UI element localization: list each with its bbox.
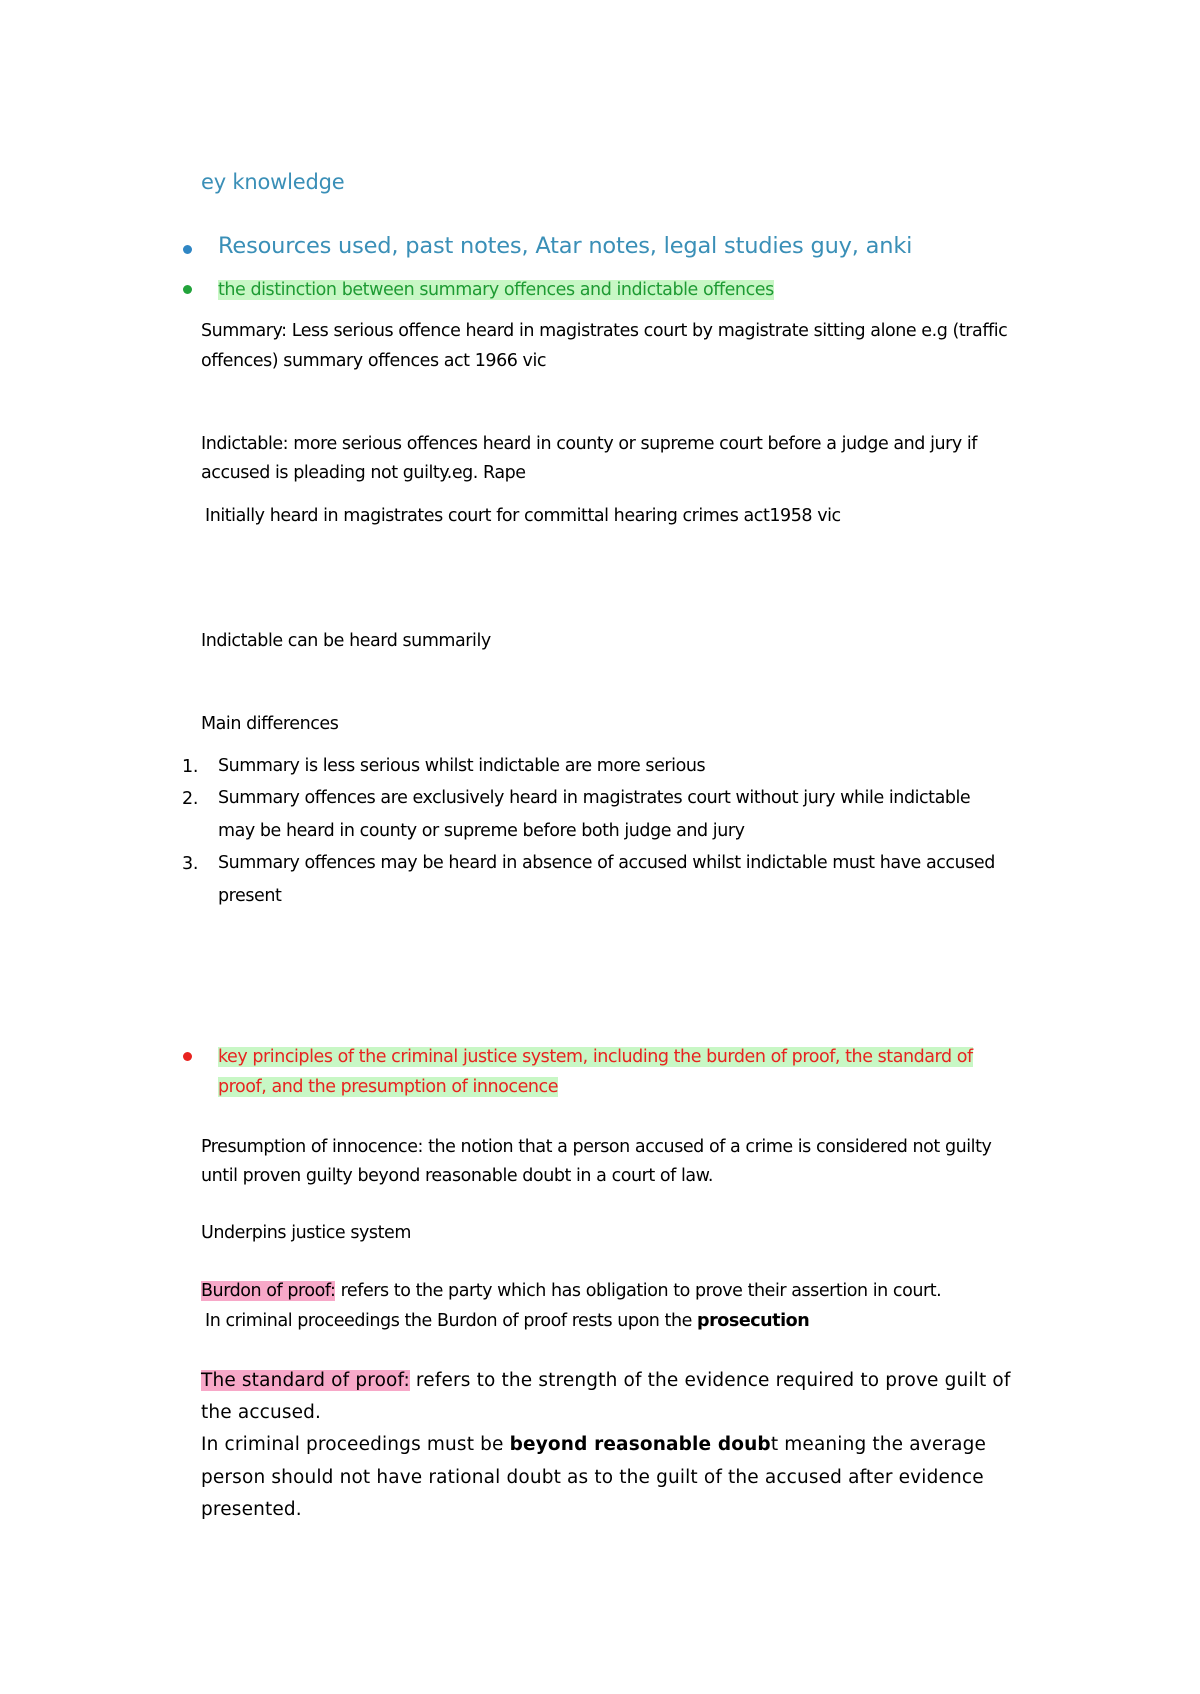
indictable-line-1: Indictable: more serious offences heard in county or supreme court before a judge and jury if [201, 434, 978, 454]
burden-definition: refers to the party which has obligation to prove their assertion in court. [335, 1281, 942, 1301]
principles-bullet-line-1 [218, 1042, 973, 1072]
underpins-text: Underpins justice system [201, 1223, 411, 1243]
distinction-bullet [218, 275, 774, 305]
difference-item-2-line-1: Summary offences are exclusively heard in magistrates court without jury while indictable [218, 788, 971, 808]
difference-item-3-line-2: present [218, 886, 282, 906]
burden-label: Burdon of proof: [201, 1281, 336, 1301]
indictable-line-2: accused is pleading not guilty.eg. Rape [201, 463, 526, 483]
main-differences-title: Main differences [201, 714, 339, 734]
bullet-dot-green-icon [183, 285, 192, 294]
standard-line-4: person should not have rational doubt as to the guilt of the accused after evidence [201, 1467, 984, 1488]
burden-line-1 [201, 1276, 941, 1306]
principles-bullet-text-1: key principles of the criminal justice system, including the burden of proof, the standard of [218, 1047, 973, 1067]
difference-item-1: Summary is less serious whilst indictable are more serious [218, 756, 706, 776]
difference-item-2-line-2: may be heard in county or supreme before both judge and jury [218, 821, 745, 841]
list-number: 1. [182, 757, 199, 777]
standard-line-3-suffix: t meaning the average [770, 1434, 987, 1455]
standard-label: The standard of proof: [201, 1370, 410, 1391]
burden-prosecution: prosecution [697, 1311, 810, 1331]
standard-line-1 [201, 1365, 1011, 1397]
page-heading: ey knowledge [201, 170, 345, 194]
bullet-dot-blue-icon [183, 245, 192, 254]
standard-line-3-prefix: In criminal proceedings must be [201, 1434, 510, 1455]
burden-line-2 [205, 1306, 809, 1336]
difference-item-3-line-1: Summary offences may be heard in absence of accused whilst indictable must have accused [218, 853, 995, 873]
distinction-bullet-text: the distinction between summary offences and indictable offences [218, 280, 774, 300]
presumption-line-1: Presumption of innocence: the notion that a person accused of a crime is considered not guilty [201, 1137, 992, 1157]
indictable-line-3: Initially heard in magistrates court for committal hearing crimes act1958 vic [205, 506, 841, 526]
principles-bullet-text-2: proof, and the presumption of innocence [218, 1077, 559, 1097]
list-number: 2. [182, 789, 199, 809]
presumption-line-2: until proven guilty beyond reasonable doubt in a court of law. [201, 1166, 714, 1186]
burden-line-2-prefix: In criminal proceedings the Burdon of proof rests upon the [205, 1311, 698, 1331]
bullet-dot-red-icon [183, 1052, 192, 1061]
standard-beyond-reasonable-doubt: beyond reasonable doub [509, 1434, 771, 1455]
summary-line-2: offences) summary offences act 1966 vic [201, 351, 547, 371]
summary-line-1: Summary: Less serious offence heard in magistrates court by magistrate sitting alone e.g (traffic [201, 321, 1008, 341]
standard-definition: refers to the strength of the evidence required to prove guilt of [409, 1370, 1011, 1391]
standard-line-5: presented. [201, 1499, 302, 1520]
resources-bullet-text: Resources used, past notes, Atar notes, legal studies guy, anki [218, 233, 913, 259]
list-number: 3. [182, 854, 199, 874]
indictable-summarily-text: Indictable can be heard summarily [201, 631, 491, 651]
standard-line-2: the accused. [201, 1402, 322, 1423]
standard-line-3 [201, 1429, 986, 1461]
principles-bullet-line-2 [218, 1072, 558, 1102]
